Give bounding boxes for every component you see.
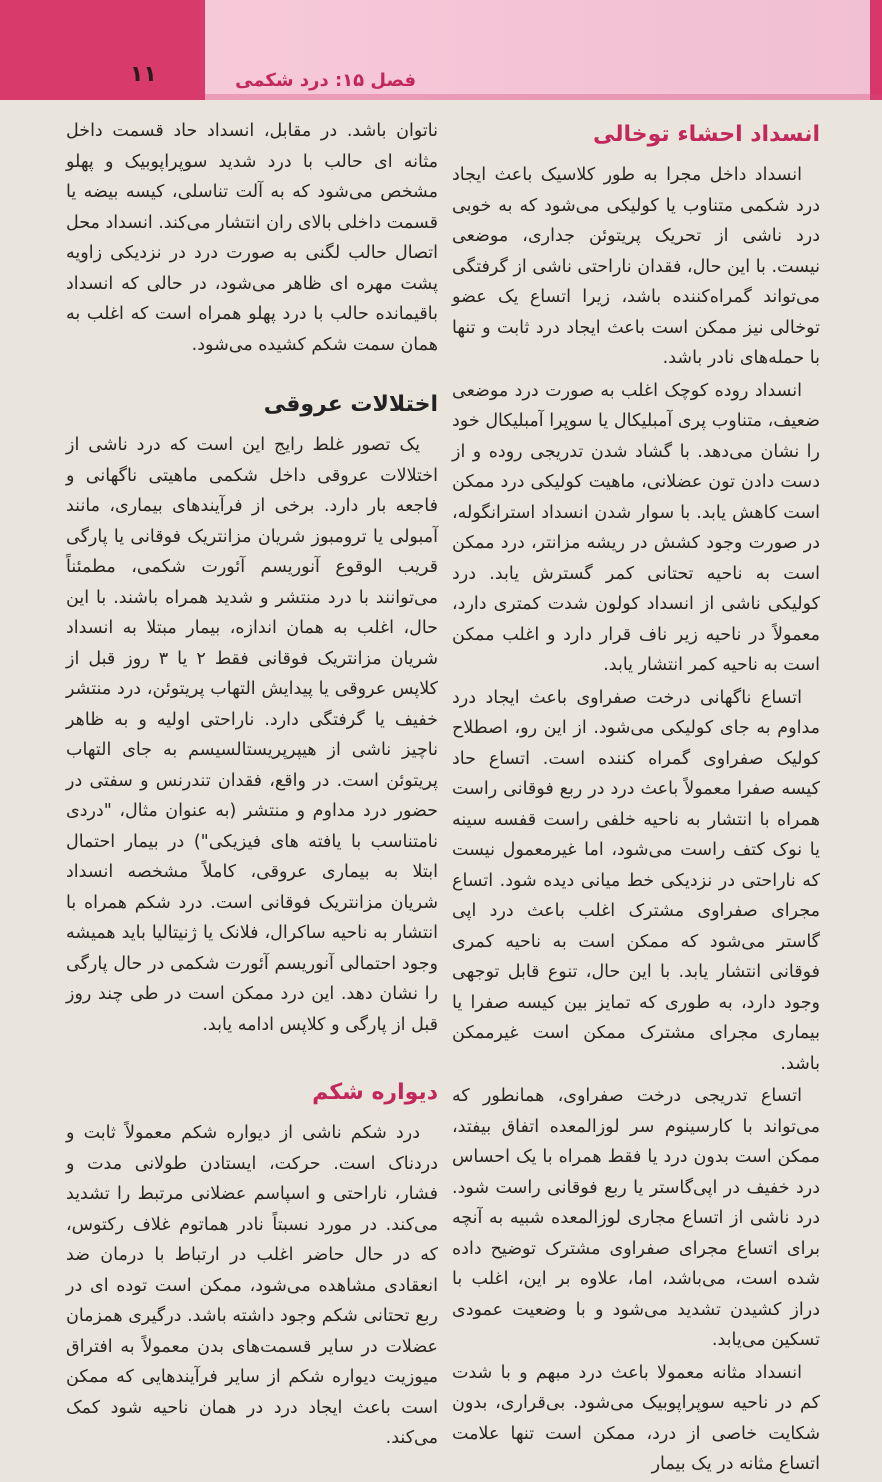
page-number: ۱۱ [130,62,157,87]
header-edge-band [870,0,882,100]
paragraph: درد شکم ناشی از دیواره شکم معمولاً ثابت و دردناک است. حرکت، ایستادن طولانی مدت و فشار، ناراحتی و اسپاسم عضلانی مرتبط را تشدید می‌کند. در مورد نسبتاً نادر هماتوم غلاف رکتوس، که در حال حاضر اغلب در ارتباط با درمان ضد انعقادی مشاهده می‌شود، ممکن است توده ای در ربع تحتانی شکم وجود داشته باشد. درگیری همزمان عضلات در سایر قسمت‌های بدن معمولاً به افتراق میوزیت دیواره شکم از سایر فرآیندهایی که ممکن است باعث ایجاد درد در همان ناحیه شود کمک می‌کند. [66,1123,438,1448]
header-bottom-band [205,94,882,100]
page-header [0,0,882,100]
section-heading-vascular: اختلالات عروقی [263,392,438,417]
spacer [66,362,438,388]
paragraph: اتساع تدریجی درخت صفراوی، همانطور که می‌تواند با کارسینوم سر لوزالمعده اتفاق بیفتد، ممکن است بدون درد یا فقط همراه با یک احساس درد خفیف در اپی‌گاستر یا ربع فوقانی راست شود. درد ناشی از اتساع مجاری لوزالمعده شبیه به آنچه برای اتساع مجرای صفراوی مشترک توضیح داده شده است، می‌باشد، اما، علاوه بر این، اغلب با دراز کشیدن تشدید می‌شود و با وضعیت عمودی تسکین می‌یابد. [452,1086,820,1350]
right-column [452,118,820,1482]
spacer [66,1042,438,1076]
paragraph: انسداد داخل مجرا به طور کلاسیک باعث ایجاد درد شکمی متناوب یا کولیکی می‌شود که به خوبی درد ناشی از تحریک پریتوئن جداری، موضعی نیست. با این حال، فقدان ناراحتی ناشی از گرفتگی می‌تواند گمراه‌کننده باشد، زیرا اتساع یک عضو توخالی نیز ممکن است باعث ایجاد درد ثابت و تنها با حمله‌های نادر باشد. [452,165,820,368]
paragraph: اتساع ناگهانی درخت صفراوی باعث ایجاد درد مداوم به جای کولیکی می‌شود. از این رو، اصطلاح کولیک صفراوی گمراه کننده است. اتساع حاد کیسه صفرا معمولاً باعث درد در ربع فوقانی راست همراه با انتشار به ناحیه خلفی راست قفسه سینه یا نوک کتف راست می‌شود، اما غیرمعمول نیست که ناراحتی در نزدیکی خط میانی دیده شود. اتساع مجرای صفراوی مشترک اغلب باعث درد اپی گاستر می‌شود که ممکن است به ناحیه کمری فوقانی انتشار یابد. با این حال، تنوع قابل توجهی وجود دارد، به طوری که تمایز بین کیسه صفرا یا بیماری مجرای مشترک ممکن است غیرممکن باشد. [452,687,820,1074]
left-column [66,116,438,1456]
paragraph-continuation: ناتوان باشد. در مقابل، انسداد حاد قسمت داخل مثانه ای حالب با درد شدید سوپراپوبیک و پهلو مشخص می‌شود که به آلت تناسلی، کیسه بیضه یا قسمت داخلی بالای ران انتشار می‌کند. انسداد محل اتصال حالب لگنی به صورت درد در نزدیکی زاویه پشت مهره ای ظاهر می‌شود، در حالی که انسداد باقیمانده حالب با درد پهلو همراه است که اغلب به همان سمت شکم کشیده می‌شود. [66,121,438,355]
section-heading-hollow-viscus: انسداد احشاء توخالی [592,122,820,147]
section-heading-abdominal-wall: دیواره شکم [312,1080,438,1105]
paragraph: انسداد مثانه معمولا باعث درد مبهم و با شدت کم در ناحیه سوپراپوبیک می‌شود. بی‌قراری، بدون شکایت خاصی از درد، ممکن است تنها علامت اتساع مثانه در یک بیمار [452,1362,820,1474]
chapter-title: فصل ۱۵: درد شکمی [235,70,416,91]
paragraph: یک تصور غلط رایج این است که درد ناشی از اختلالات عروقی داخل شکمی ماهیتی ناگهانی و فاجعه بار دارد. برخی از فرآیندهای بیماری، مانند آمبولی یا ترومبوز شریان مزانتریک فوقانی یا پارگی قریب الوقوع آنوریسم آئورت شکمی، مطمئناً می‌توانند با درد منتشر و شدید همراه باشند. با این حال، اغلب به همان اندازه، بیمار مبتلا به انسداد شریان مزانتریک فوقانی فقط ۲ یا ۳ روز قبل از کلاپس عروقی یا پیدایش التهاب پریتوئن، درد منتشر خفیف یا گرفتگی دارد. ناراحتی اولیه و به ظاهر ناچیز ناشی از هیپرپریستالسیسم به جای التهاب پریتوئن است. در واقع، فقدان تندرنس و سفتی در حضور درد مداوم و منتشر (به عنوان مثال، "دردی نامتناسب با یافته های فیزیکی") در بیمار احتمال ابتلا به بیماری عروقی، کاملاً مشخصه انسداد شریان مزانتریک فوقانی است. درد شکم همراه با انتشار به ناحیه ساکرال، فلانک یا ژنیتالیا باید همیشه وجود احتمالی آنوریسم آئورت شکمی در حال پارگی را نشان دهد. این درد ممکن است در طی چند روز قبل از پارگی و کلاپس ادامه یابد. [66,435,438,1035]
paragraph: انسداد روده کوچک اغلب به صورت درد موضعی ضعیف، متناوب پری آمبلیکال یا سوپرا آمبلیکال خود را نشان می‌دهد. با گشاد شدن تدریجی روده و از دست دادن تون عضلانی، ماهیت کولیکی درد ممکن است کاهش یابد. با سوار شدن انسداد استرانگوله، در صورت وجود کشش در ریشه مزانتر، درد ممکن است به ناحیه تحتانی کمر گسترش یابد. درد کولیکی ناشی از انسداد کولون شدت کمتری دارد، معمولاً در ناحیه زیر ناف قرار دارد و اغلب ممکن است به ناحیه کمر انتشار یابد. [452,380,820,675]
